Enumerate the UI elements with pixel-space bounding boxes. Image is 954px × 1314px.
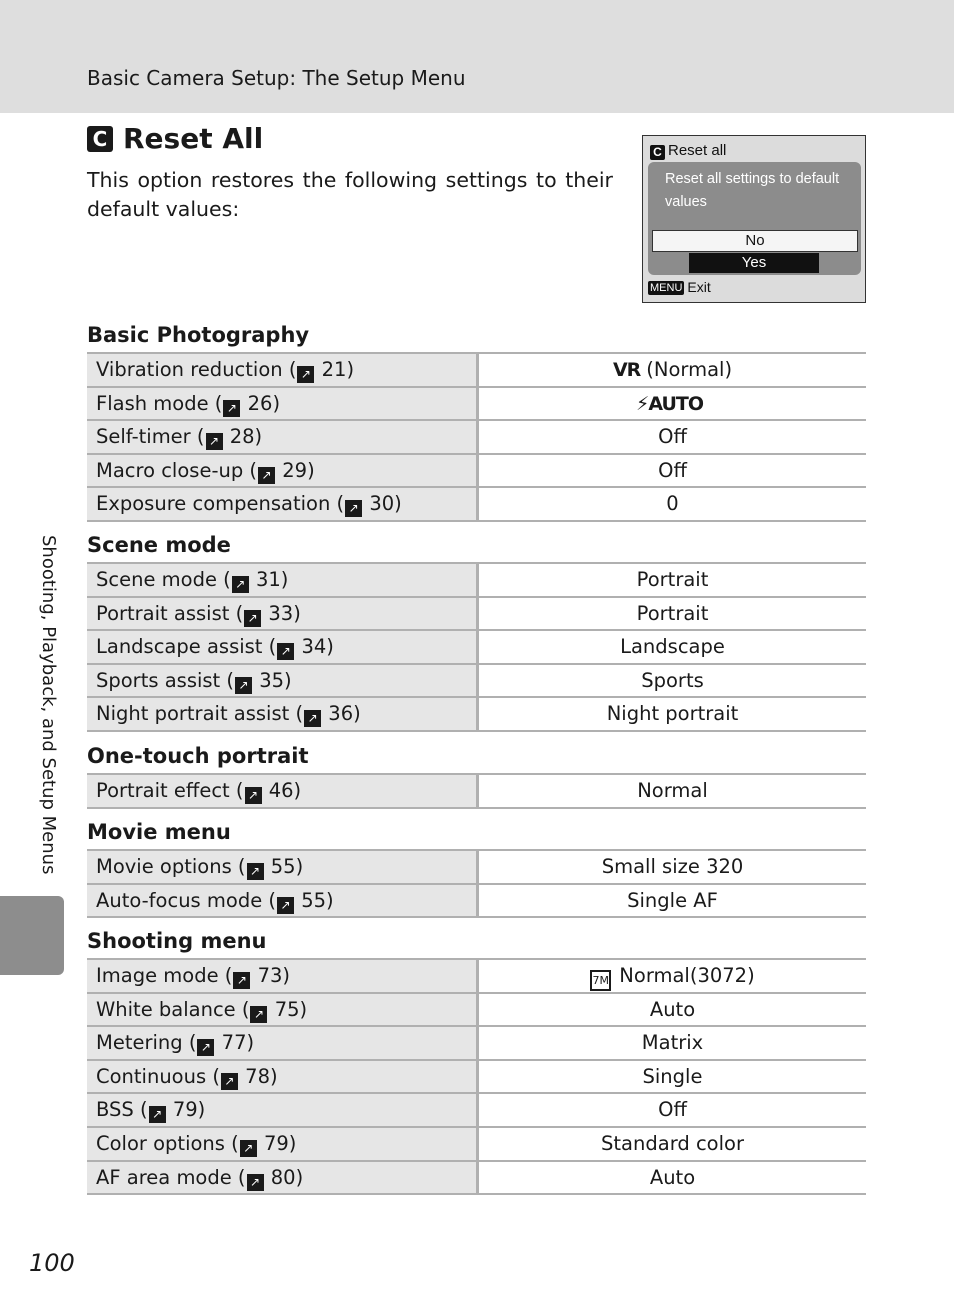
header-title: Basic Camera Setup: The Setup Menu <box>87 66 466 90</box>
page-reference-icon: ↗ <box>277 897 294 914</box>
page-reference: 77 <box>221 1031 247 1055</box>
setting-label <box>87 421 476 453</box>
default-value-text: (Normal) <box>646 358 733 381</box>
setting-name: Vibration reduction ( <box>96 358 297 381</box>
default-value <box>479 488 866 520</box>
default-value-text: Matrix <box>641 1031 704 1055</box>
setting-label <box>87 354 476 386</box>
default-value <box>479 631 866 663</box>
closing-paren: ) <box>353 702 361 726</box>
screen-footer <box>648 279 711 295</box>
default-value-text: Sports <box>641 668 704 692</box>
settings-table <box>87 352 866 522</box>
page-reference: 73 <box>257 964 283 987</box>
setting-label <box>87 698 476 730</box>
setting-label <box>87 775 476 807</box>
header-band <box>0 0 954 113</box>
default-value-text: Off <box>658 1098 687 1122</box>
page-reference-icon: ↗ <box>232 576 249 593</box>
page-reference: 30 <box>369 492 395 516</box>
setting-label <box>87 665 476 697</box>
table-row <box>87 419 866 453</box>
reset-dialog <box>648 162 861 275</box>
page-reference-icon: ↗ <box>277 643 294 660</box>
closing-paren: ) <box>272 391 281 415</box>
exit-label: Exit <box>687 279 711 295</box>
page-reference-icon: ↗ <box>240 1140 257 1157</box>
setting-name: White balance ( <box>96 997 250 1021</box>
page-reference-icon: ↗ <box>197 1039 214 1056</box>
setting-label <box>87 994 476 1026</box>
page-reference-icon: ↗ <box>223 400 240 417</box>
page-reference: 31 <box>255 568 281 591</box>
setting-label <box>87 631 476 663</box>
closing-paren: ) <box>326 635 334 659</box>
table-row <box>87 453 866 487</box>
default-value-text: Portrait <box>636 601 709 625</box>
page-reference-icon: ↗ <box>297 366 314 383</box>
page-reference: 79 <box>172 1098 198 1122</box>
page-reference: 75 <box>274 997 300 1021</box>
default-value <box>479 775 866 807</box>
page-reference: 36 <box>328 702 354 726</box>
page-reference-icon: ↗ <box>235 677 252 694</box>
setting-label <box>87 885 476 917</box>
page-reference: 34 <box>301 635 327 659</box>
page-reference-icon: ↗ <box>247 1174 264 1191</box>
default-value-text: 0 <box>666 492 679 516</box>
option-yes[interactable]: Yes <box>689 253 819 273</box>
setting-name: Sports assist ( <box>96 668 235 692</box>
setting-name: Landscape assist ( <box>96 635 277 659</box>
default-value <box>479 885 866 917</box>
setting-name: Movie options ( <box>96 855 246 878</box>
page-reference: 79 <box>263 1131 289 1155</box>
default-value <box>479 698 866 730</box>
setting-label <box>87 960 476 992</box>
setup-menu-icon: C <box>87 126 113 152</box>
table-row <box>87 629 866 663</box>
menu-button-icon: MENU <box>650 282 683 294</box>
default-value <box>479 455 866 487</box>
default-value <box>479 421 866 453</box>
setting-label <box>87 1061 476 1093</box>
setting-label <box>87 1128 476 1160</box>
page-reference: 29 <box>282 458 308 482</box>
setting-label <box>87 388 476 420</box>
default-value-text: Landscape <box>620 635 725 659</box>
default-value <box>479 598 866 630</box>
setting-label <box>87 455 476 487</box>
page-reference: 21 <box>321 358 347 381</box>
table-row <box>87 386 866 420</box>
setting-label <box>87 1162 476 1194</box>
setup-menu-icon: C <box>650 145 665 160</box>
page-reference-icon: ↗ <box>247 863 264 880</box>
setting-name: Macro close-up ( <box>96 458 258 482</box>
setting-name: Continuous ( <box>96 1064 220 1088</box>
group-heading: Shooting menu <box>87 929 267 953</box>
page-reference-icon: ↗ <box>258 467 275 484</box>
closing-paren: ) <box>284 668 292 692</box>
table-row <box>87 849 866 883</box>
default-value-text: Small size 320 <box>601 855 744 878</box>
group-heading: One-touch portrait <box>87 744 309 768</box>
page-reference-icon: ↗ <box>245 787 262 804</box>
setting-name: Color options ( <box>96 1131 239 1155</box>
setting-label <box>87 851 476 883</box>
default-value <box>479 665 866 697</box>
page-number: 100 <box>29 1249 75 1277</box>
table-row <box>87 596 866 630</box>
option-no[interactable]: No <box>652 230 858 252</box>
page-reference-icon: ↗ <box>233 972 250 989</box>
default-value-text: Single AF <box>627 888 718 912</box>
closing-paren: ) <box>307 458 315 482</box>
default-value-text: Off <box>658 458 687 482</box>
closing-paren: ) <box>269 1064 278 1088</box>
closing-paren: ) <box>254 425 263 449</box>
page-reference-icon: ↗ <box>149 1106 166 1123</box>
default-value-text: Portrait <box>636 568 709 591</box>
page-title <box>87 122 263 155</box>
closing-paren: ) <box>293 779 302 802</box>
closing-paren: ) <box>197 1098 206 1122</box>
table-row <box>87 1025 866 1059</box>
table-row <box>87 486 866 522</box>
side-tab <box>0 896 64 975</box>
default-value-text: Normal(3072) <box>619 964 755 987</box>
setting-name: Auto-focus mode ( <box>96 888 277 912</box>
default-value-text: Auto <box>649 1165 696 1189</box>
setting-name: AF area mode ( <box>96 1165 246 1189</box>
group-heading: Movie menu <box>87 820 231 844</box>
default-value-text: Auto <box>649 997 696 1021</box>
default-value <box>479 388 866 420</box>
settings-table <box>87 562 866 732</box>
page-reference: 26 <box>247 391 273 415</box>
setting-name: Portrait effect ( <box>96 779 244 802</box>
image-size-icon: 7M <box>590 970 611 991</box>
setting-name: Flash mode ( <box>96 391 223 415</box>
closing-paren: ) <box>394 492 402 516</box>
closing-paren: ) <box>288 1131 297 1155</box>
default-value <box>479 1162 866 1194</box>
table-row <box>87 1092 866 1126</box>
table-row <box>87 992 866 1026</box>
screen-title-text: Reset all <box>668 142 727 159</box>
table-row <box>87 883 866 919</box>
setting-value-icon: VR <box>612 359 641 381</box>
closing-paren: ) <box>246 1031 255 1055</box>
camera-screen <box>642 135 866 303</box>
page-reference: 28 <box>229 425 255 449</box>
page-reference-icon: ↗ <box>304 710 321 727</box>
closing-paren: ) <box>293 601 301 625</box>
table-row <box>87 773 866 809</box>
screen-title <box>650 142 726 160</box>
table-row <box>87 1059 866 1093</box>
default-value <box>479 1128 866 1160</box>
group-heading: Basic Photography <box>87 323 310 347</box>
settings-table <box>87 773 866 809</box>
setting-value-icon: ⚡AUTO <box>635 392 703 415</box>
default-value-text: Night portrait <box>606 702 739 726</box>
default-value <box>479 1027 866 1059</box>
default-value <box>479 354 866 386</box>
page-reference-icon: ↗ <box>206 433 223 450</box>
setting-label <box>87 488 476 520</box>
intro-text: This option restores the following settings to their default values: <box>87 168 613 221</box>
default-value-text: Standard color <box>601 1131 744 1155</box>
page-reference: 33 <box>268 601 294 625</box>
page-reference: 55 <box>301 888 327 912</box>
default-value <box>479 564 866 596</box>
setting-name: Image mode ( <box>96 964 233 987</box>
page-reference-icon: ↗ <box>345 500 362 517</box>
setting-name: Self-timer ( <box>96 425 205 449</box>
setting-name: Exposure compensation ( <box>96 492 345 516</box>
setting-label <box>87 1094 476 1126</box>
page-reference-icon: ↗ <box>221 1073 238 1090</box>
setting-label <box>87 598 476 630</box>
default-value <box>479 851 866 883</box>
group-heading: Scene mode <box>87 533 231 557</box>
closing-paren: ) <box>299 997 308 1021</box>
table-row <box>87 663 866 697</box>
setting-name: Scene mode ( <box>96 568 231 591</box>
page-reference-icon: ↗ <box>244 610 261 627</box>
setting-name: BSS ( <box>96 1098 148 1122</box>
closing-paren: ) <box>282 964 291 987</box>
table-row <box>87 1160 866 1196</box>
default-value-text: Off <box>658 425 687 449</box>
table-row <box>87 352 866 386</box>
default-value <box>479 1094 866 1126</box>
table-row <box>87 696 866 732</box>
setting-label <box>87 1027 476 1059</box>
setting-name: Portrait assist ( <box>96 601 244 625</box>
page-reference: 80 <box>270 1165 296 1189</box>
page-reference: 78 <box>245 1064 270 1088</box>
table-row <box>87 1126 866 1160</box>
closing-paren: ) <box>295 855 304 878</box>
setting-name: Night portrait assist ( <box>96 702 304 726</box>
setting-label <box>87 564 476 596</box>
page-reference-icon: ↗ <box>250 1006 267 1023</box>
page-reference: 35 <box>259 668 285 692</box>
settings-table <box>87 849 866 918</box>
default-value <box>479 994 866 1026</box>
closing-paren: ) <box>295 1165 304 1189</box>
settings-table <box>87 958 866 1195</box>
closing-paren: ) <box>280 568 289 591</box>
table-row <box>87 958 866 992</box>
default-value <box>479 960 866 992</box>
page-reference: 46 <box>268 779 294 802</box>
table-row <box>87 562 866 596</box>
default-value-text: Normal <box>637 779 708 802</box>
page-reference: 55 <box>270 855 296 878</box>
default-value-text: Single <box>642 1064 703 1088</box>
closing-paren: ) <box>326 888 334 912</box>
side-section-label: Shooting, Playback, and Setup Menus <box>38 535 59 875</box>
page-title-text: Reset All <box>123 122 264 155</box>
default-value <box>479 1061 866 1093</box>
setting-name: Metering ( <box>96 1031 197 1055</box>
dialog-message: Reset all settings to default values <box>665 171 840 210</box>
closing-paren: ) <box>346 358 355 381</box>
